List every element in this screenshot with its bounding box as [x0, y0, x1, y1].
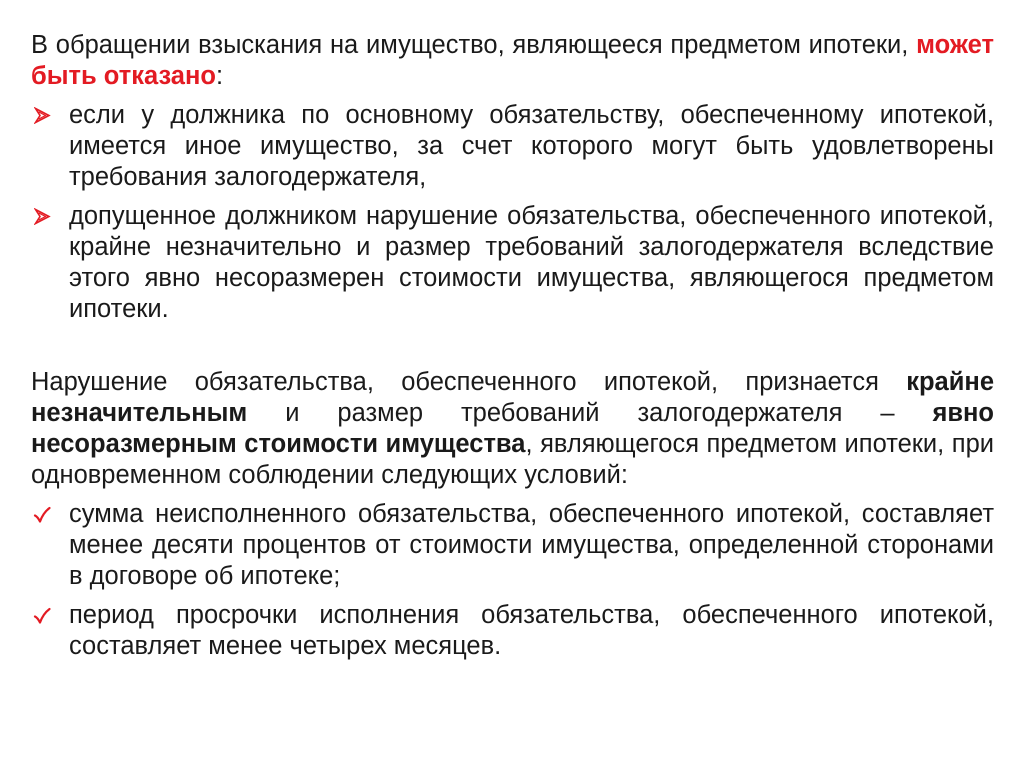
list-item-text: сумма неисполненного обязательства, обеспеченного ипотекой, составляет менее десяти процентов от стоимости имущества, определенной сторонами в договоре об ипотеке; [69, 500, 994, 590]
list-item [31, 499, 994, 592]
checkmark-icon [31, 600, 53, 631]
intro-paragraph [31, 30, 994, 92]
criteria-text: Нарушение обязательства, обеспеченного ипотекой, признается [31, 368, 907, 396]
check-conditions-list [31, 499, 994, 662]
list-item-text: если у должника по основному обязательству, обеспеченному ипотекой, имеется иное имущество, за счет которого могут быть удовлетворены требования залогодержателя, [69, 101, 994, 191]
refusal-highlight: может быть отказано [31, 31, 994, 90]
section-spacer [31, 325, 994, 367]
arrow-bullet-icon [31, 201, 53, 232]
checkmark-icon [31, 499, 53, 530]
list-item [31, 600, 994, 662]
list-item-text: допущенное должником нарушение обязательства, обеспеченного ипотекой, крайне незначительно и размер требований залогодержателя вследствие этого явно несоразмерен стоимости имущества, являющегося предметом ипотеки. [69, 202, 994, 323]
slide-content [31, 30, 994, 662]
criteria-bold-disproportionate: явно несоразмерным стоимости имущества [31, 399, 994, 458]
list-item [31, 100, 994, 193]
criteria-bold-insignificant: крайне незначительным [31, 368, 994, 427]
intro-colon: : [215, 62, 224, 90]
arrow-bullet-icon [31, 100, 53, 131]
intro-text: В обращении взыскания на имущество, являющееся предметом ипотеки, [31, 31, 917, 59]
criteria-text: и размер требований залогодержателя – [247, 399, 933, 427]
list-item [31, 201, 994, 325]
criteria-paragraph [31, 367, 994, 491]
criteria-text: , являющегося предметом ипотеки, при одновременном соблюдении следующих условий: [31, 430, 995, 489]
list-item-text: период просрочки исполнения обязательства, обеспеченного ипотекой, составляет менее четырех месяцев. [69, 601, 994, 660]
refusal-conditions-list [31, 100, 994, 325]
